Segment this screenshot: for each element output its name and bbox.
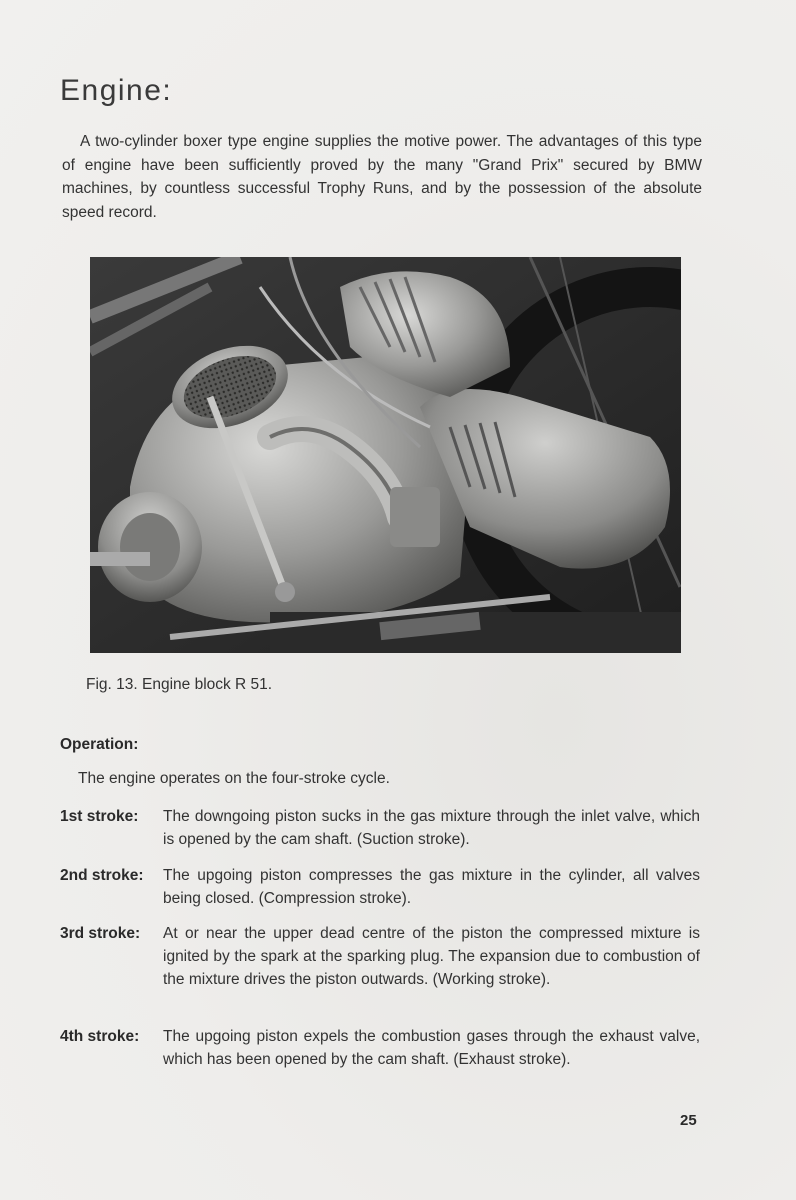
figure-caption: Fig. 13. Engine block R 51. bbox=[86, 676, 273, 693]
stroke-item-3 bbox=[60, 922, 700, 991]
engine-photo bbox=[90, 257, 681, 653]
stroke-label: 4th stroke: bbox=[60, 1028, 140, 1045]
stroke-item-1 bbox=[60, 805, 700, 851]
page-title: Engine: bbox=[60, 74, 173, 107]
stroke-text: At or near the upper dead centre of the piston the compressed mixture is ignited by the spark at the sparking plug. The expansion due to combustion of the mixture drives the piston outwards. (Working stroke). bbox=[163, 925, 700, 988]
stroke-text: The upgoing piston expels the combustion gases through the exhaust valve, which has been opened by the cam shaft. (Exhaust stroke). bbox=[163, 1028, 700, 1068]
stroke-label: 1st stroke: bbox=[60, 808, 139, 825]
stroke-text: The downgoing piston sucks in the gas mixture through the inlet valve, which is opened by the cam shaft. (Suction stroke). bbox=[163, 808, 700, 848]
stroke-label: 2nd stroke: bbox=[60, 867, 144, 884]
operation-heading: Operation: bbox=[60, 736, 139, 753]
stroke-item-4 bbox=[60, 1025, 700, 1071]
operation-intro: The engine operates on the four-stroke cycle. bbox=[78, 770, 390, 787]
intro-paragraph: A two-cylinder boxer type engine supplies the motive power. The advantages of this type of engine have been sufficiently proved by the many "Grand Prix" secured by BMW machines, by countless successful Trophy Runs, and by the possession of the absolute speed record. bbox=[62, 133, 702, 221]
page-number: 25 bbox=[680, 1112, 697, 1129]
stroke-item-2 bbox=[60, 864, 700, 910]
stroke-label: 3rd stroke: bbox=[60, 925, 141, 942]
stroke-text: The upgoing piston compresses the gas mixture in the cylinder, all valves being closed. (Compression stroke). bbox=[163, 867, 700, 907]
